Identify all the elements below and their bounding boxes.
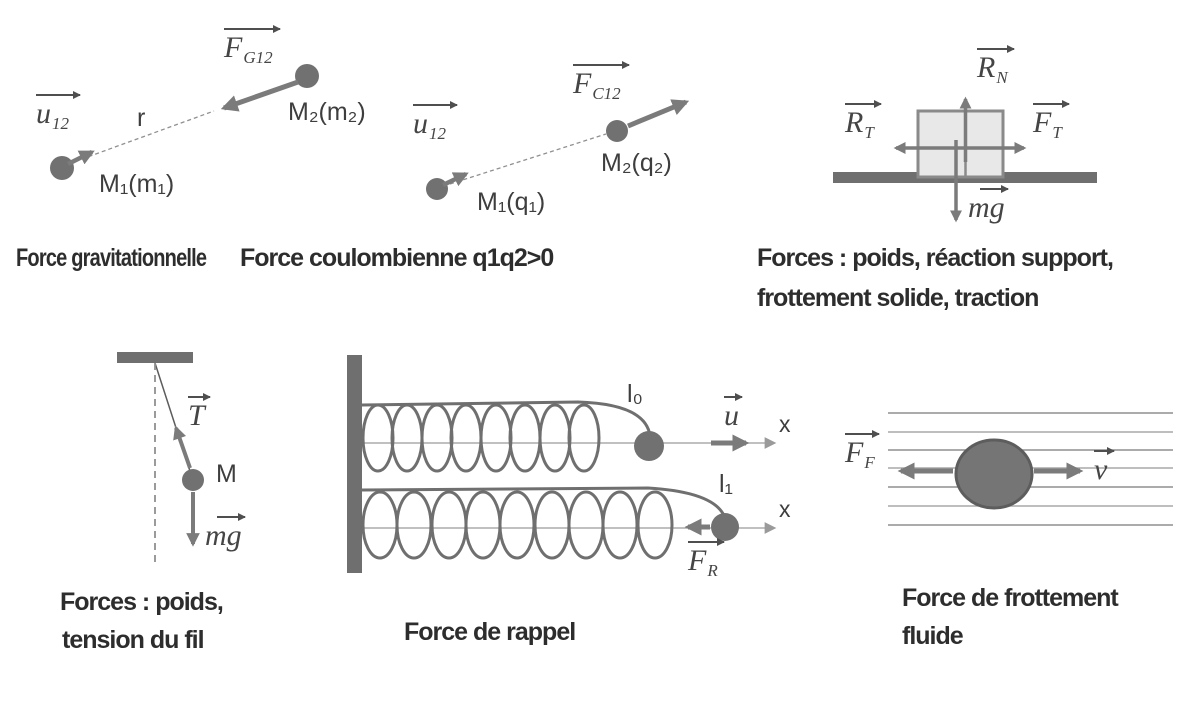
- pendulum-diagram: [117, 352, 204, 562]
- stretched-length-label: l₁: [719, 470, 733, 498]
- vector-overbar: [977, 48, 1014, 50]
- weight-label: mg: [968, 188, 1008, 223]
- coulomb-force-arrow: [628, 102, 686, 126]
- vector-overbar: [36, 94, 80, 96]
- vector-overbar: [724, 396, 742, 398]
- gravity-force-label: $F_{G12}$: [224, 28, 280, 63]
- normal-reaction-label: $R_N$: [977, 48, 1014, 83]
- pendulum-caption-line2: tension du fil: [62, 626, 204, 654]
- vector-overbar: [688, 541, 724, 543]
- x-axis-label-bottom: x: [779, 496, 791, 522]
- vector-overbar: [845, 103, 881, 105]
- spring-rest-ball: [634, 431, 664, 461]
- weight-label: mg: [205, 516, 245, 551]
- solid-caption-line1: Forces : poids, réaction support,: [757, 244, 1113, 272]
- pendulum-caption-line1: Forces : poids,: [60, 588, 223, 616]
- tension-label: T: [188, 396, 210, 431]
- gravity-diagram: [50, 64, 319, 180]
- distance-r-dashed-line: [82, 111, 214, 159]
- rest-length-label: l₀: [627, 380, 643, 408]
- mass2-label: M₂(m₂): [288, 98, 366, 126]
- charge-separation-dashed-line: [450, 134, 606, 184]
- traction-force-label: $F_T$: [1033, 103, 1069, 138]
- tension-arrow: [176, 428, 190, 468]
- vector-overbar: [188, 396, 210, 398]
- spring-stretched-coils: [362, 488, 725, 558]
- block: [918, 111, 1003, 177]
- spring-rest-coils: [362, 402, 650, 471]
- coulomb-force-label: $F_{C12}$: [573, 64, 629, 99]
- solid-caption-line2: frottement solide, traction: [757, 284, 1039, 312]
- u12-direction-arrow: [443, 174, 466, 185]
- charge2-label: M₂(q₂): [601, 149, 672, 177]
- wall-bar: [347, 355, 362, 573]
- vector-overbar: [980, 188, 1008, 190]
- charge1-label: M₁(q₁): [477, 188, 546, 216]
- mass1-ball: [50, 156, 74, 180]
- vector-overbar: [413, 104, 457, 106]
- vector-overbar: [224, 28, 280, 30]
- gravity-force-arrow: [224, 82, 298, 108]
- fluid-caption-line1: Force de frottement: [902, 584, 1118, 612]
- vector-overbar: [217, 516, 245, 518]
- u-vector-label: u: [724, 396, 742, 431]
- x-axis-label-top: x: [779, 411, 791, 437]
- u12-vector-label: $u_{12}$: [413, 104, 457, 139]
- charge2-ball: [606, 120, 628, 142]
- u12-vector-label: $u_{12}$: [36, 94, 80, 129]
- charge1-ball: [426, 178, 448, 200]
- vector-overbar: [1094, 450, 1114, 452]
- restoring-force-label: $F_R$: [688, 541, 724, 576]
- gravity-caption: Force gravitationnelle: [16, 244, 207, 272]
- vector-overbar: [1033, 103, 1069, 105]
- coulomb-caption: Force coulombienne q1q2>0: [240, 244, 554, 272]
- fluid-ball: [956, 440, 1032, 508]
- fluid-caption-line2: fluide: [902, 622, 963, 650]
- ceiling-bar: [117, 352, 193, 363]
- pendulum-mass-label: M: [216, 460, 237, 488]
- vector-overbar: [573, 64, 629, 66]
- fluid-friction-label: $F_F$: [845, 433, 879, 468]
- spring-caption: Force de rappel: [404, 618, 576, 646]
- pendulum-ball: [182, 469, 204, 491]
- distance-r-label: r: [137, 104, 146, 132]
- u12-direction-arrow: [68, 152, 92, 164]
- mass1-label: M₁(m₁): [99, 170, 175, 198]
- spring-stretched-ball: [711, 513, 739, 541]
- vector-overbar: [845, 433, 879, 435]
- fluid-friction-diagram: [888, 413, 1173, 525]
- tangential-reaction-label: $R_T$: [845, 103, 881, 138]
- velocity-label: v: [1094, 450, 1114, 485]
